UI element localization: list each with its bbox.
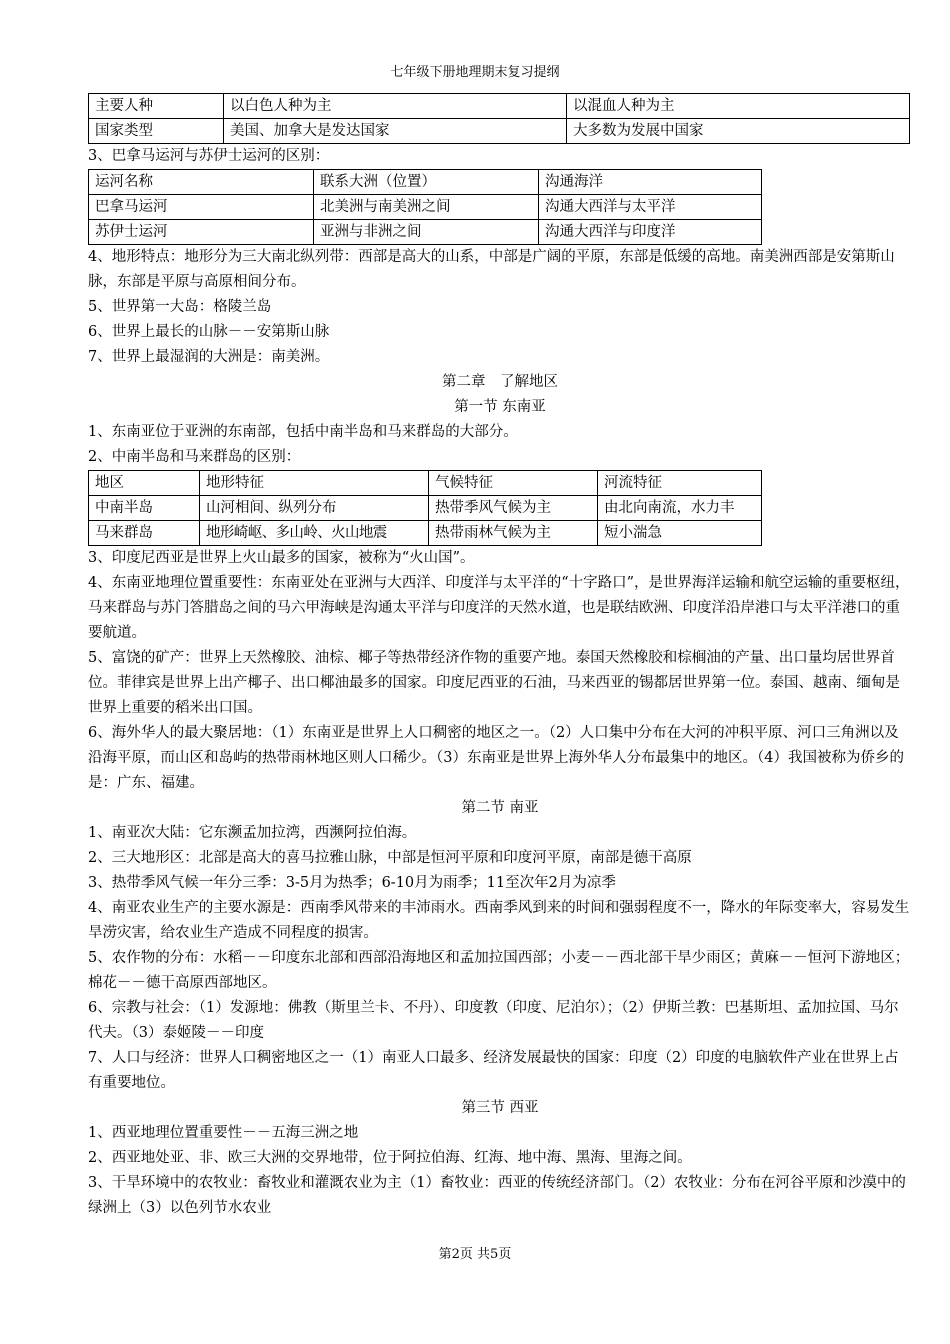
table-cell: 以白色人种为主 <box>224 94 567 119</box>
paragraph: 4、东南亚地理位置重要性：东南亚处在亚洲与大西洋、印度洋与太平洋的“十字路口”，是世界海洋运输和航空运输的重要枢纽，马来群岛与苏门答腊岛之间的马六甲海峡是沟通太平洋与印度洋的天然水道，也是联结欧洲、印度洋沿岸港口与太平洋港口的重要航道。 <box>88 575 910 641</box>
table-row <box>89 471 762 496</box>
table-cell: 以混血人种为主 <box>567 94 910 119</box>
paragraph: 3、干旱环境中的农牧业：畜牧业和灌溉农业为主（1）畜牧业：西亚的传统经济部门。（2）农牧业：分布在河谷平原和沙漠中的绿洲上（3）以色列节水农业 <box>88 1175 906 1216</box>
table-row <box>89 496 762 521</box>
paragraph: 1、南亚次大陆：它东濒孟加拉湾，西濒阿拉伯海。 <box>88 825 417 841</box>
table-cell: 热带季风气候为主 <box>429 496 598 521</box>
paragraph: 7、人口与经济：世界人口稠密地区之一（1）南亚人口最多、经济发展最快的国家：印度（2）印度的电脑软件产业在世界上占有重要地位。 <box>88 1050 899 1091</box>
table-cell: 短小湍急 <box>598 521 762 546</box>
table-cell: 由北向南流，水力丰 <box>598 496 762 521</box>
table-cell: 运河名称 <box>89 170 314 195</box>
table-cell: 河流特征 <box>598 471 762 496</box>
paragraph: 6、海外华人的最大聚居地：（1）东南亚是世界上人口稠密的地区之一。（2）人口集中分布在大河的冲积平原、河口三角洲以及沿海平原，而山区和岛屿的热带雨林地区则人口稀少。（3）东南亚是世界上海外华人分布最集中的地区。（4）我国被称为侨乡的是：广东、福建。 <box>88 725 904 791</box>
table-cell: 国家类型 <box>89 119 224 144</box>
page-content <box>88 93 912 1221</box>
paragraph: 5、世界第一大岛：格陵兰岛 <box>88 299 272 315</box>
table-cell: 沟通大西洋与太平洋 <box>539 195 762 220</box>
paragraph: 2、中南半岛和马来群岛的区别： <box>88 449 301 465</box>
table-cell: 地形崎岖、多山岭、火山地震 <box>200 521 429 546</box>
table-cell: 山河相间、纵列分布 <box>200 496 429 521</box>
table-cell: 亚洲与非洲之间 <box>314 220 539 245</box>
section-title: 第二节 南亚 <box>461 800 539 816</box>
table-row <box>89 170 762 195</box>
paragraph: 5、富饶的矿产：世界上天然橡胶、油棕、椰子等热带经济作物的重要产地。泰国天然橡胶和棕榈油的产量、出口量均居世界首位。菲律宾是世界上出产椰子、出口椰油最多的国家。印度尼西亚的石油，马来西亚的锡都居世界第一位。泰国、越南、缅甸是世界上重要的稻米出口国。 <box>88 650 900 716</box>
paragraph: 2、西亚地处亚、非、欧三大洲的交界地带，位于阿拉伯海、红海、地中海、黑海、里海之间。 <box>88 1150 692 1166</box>
peninsula-islands-table <box>88 470 762 546</box>
section-title: 第一节 东南亚 <box>454 399 546 415</box>
canal-comparison-table <box>88 169 762 245</box>
table-cell: 苏伊士运河 <box>89 220 314 245</box>
table-row <box>89 521 762 546</box>
table-row <box>89 195 762 220</box>
america-comparison-table-continued <box>88 93 910 144</box>
paragraph: 6、宗教与社会：（1）发源地：佛教（斯里兰卡、不丹）、印度教（印度、尼泊尔）；（2）伊斯兰教：巴基斯坦、孟加拉国、马尔代夫。（3）泰姬陵－－印度 <box>88 1000 899 1041</box>
table-cell: 北美洲与南美洲之间 <box>314 195 539 220</box>
table-row <box>89 119 910 144</box>
table-cell: 主要人种 <box>89 94 224 119</box>
paragraph: 3、印度尼西亚是世界上火山最多的国家，被称为“火山国”。 <box>88 550 475 566</box>
table-cell: 马来群岛 <box>89 521 200 546</box>
paragraph: 1、东南亚位于亚洲的东南部，包括中南半岛和马来群岛的大部分。 <box>88 424 518 440</box>
paragraph: 1、西亚地理位置重要性－－五海三洲之地 <box>88 1125 359 1141</box>
paragraph: 5、农作物的分布：水稻－－印度东北部和西部沿海地区和孟加拉国西部；小麦－－西北部干旱少雨区；黄麻－－恒河下游地区；棉花－－德干高原西部地区。 <box>88 950 910 991</box>
table-cell: 中南半岛 <box>89 496 200 521</box>
page-footer: 第2页 共5页 <box>438 1247 512 1262</box>
paragraph: 3、热带季风气候一年分三季：3-5月为热季；6-10月为雨季；11至次年2月为凉季 <box>88 875 616 891</box>
table-cell: 巴拿马运河 <box>89 195 314 220</box>
paragraph: 7、世界上最湿润的大洲是：南美洲。 <box>88 349 330 365</box>
chapter-title: 第二章 了解地区 <box>442 374 558 390</box>
page-header: 七年级下册地理期末复习提纲 <box>390 65 560 80</box>
paragraph: 6、世界上最长的山脉－－安第斯山脉 <box>88 324 330 340</box>
table-cell: 热带雨林气候为主 <box>429 521 598 546</box>
table-cell: 沟通海洋 <box>539 170 762 195</box>
table-row <box>89 94 910 119</box>
table-cell: 美国、加拿大是发达国家 <box>224 119 567 144</box>
paragraph: 2、三大地形区：北部是高大的喜马拉雅山脉，中部是恒河平原和印度河平原，南部是德干高原 <box>88 850 692 866</box>
table-row <box>89 220 762 245</box>
table-cell: 地区 <box>89 471 200 496</box>
table-cell: 地形特征 <box>200 471 429 496</box>
paragraph: 3、巴拿马运河与苏伊士运河的区别： <box>88 148 330 164</box>
paragraph: 4、地形特点：地形分为三大南北纵列带：西部是高大的山系，中部是广阔的平原，东部是低缓的高地。南美洲西部是安第斯山脉，东部是平原与高原相间分布。 <box>88 249 895 290</box>
table-cell: 联系大洲（位置） <box>314 170 539 195</box>
table-cell: 大多数为发展中国家 <box>567 119 910 144</box>
section-title: 第三节 西亚 <box>461 1100 539 1116</box>
table-cell: 气候特征 <box>429 471 598 496</box>
paragraph: 4、南亚农业生产的主要水源是：西南季风带来的丰沛雨水。西南季风到来的时间和强弱程度不一，降水的年际变率大，容易发生旱涝灾害，给农业生产造成不同程度的损害。 <box>88 900 910 941</box>
table-cell: 沟通大西洋与印度洋 <box>539 220 762 245</box>
